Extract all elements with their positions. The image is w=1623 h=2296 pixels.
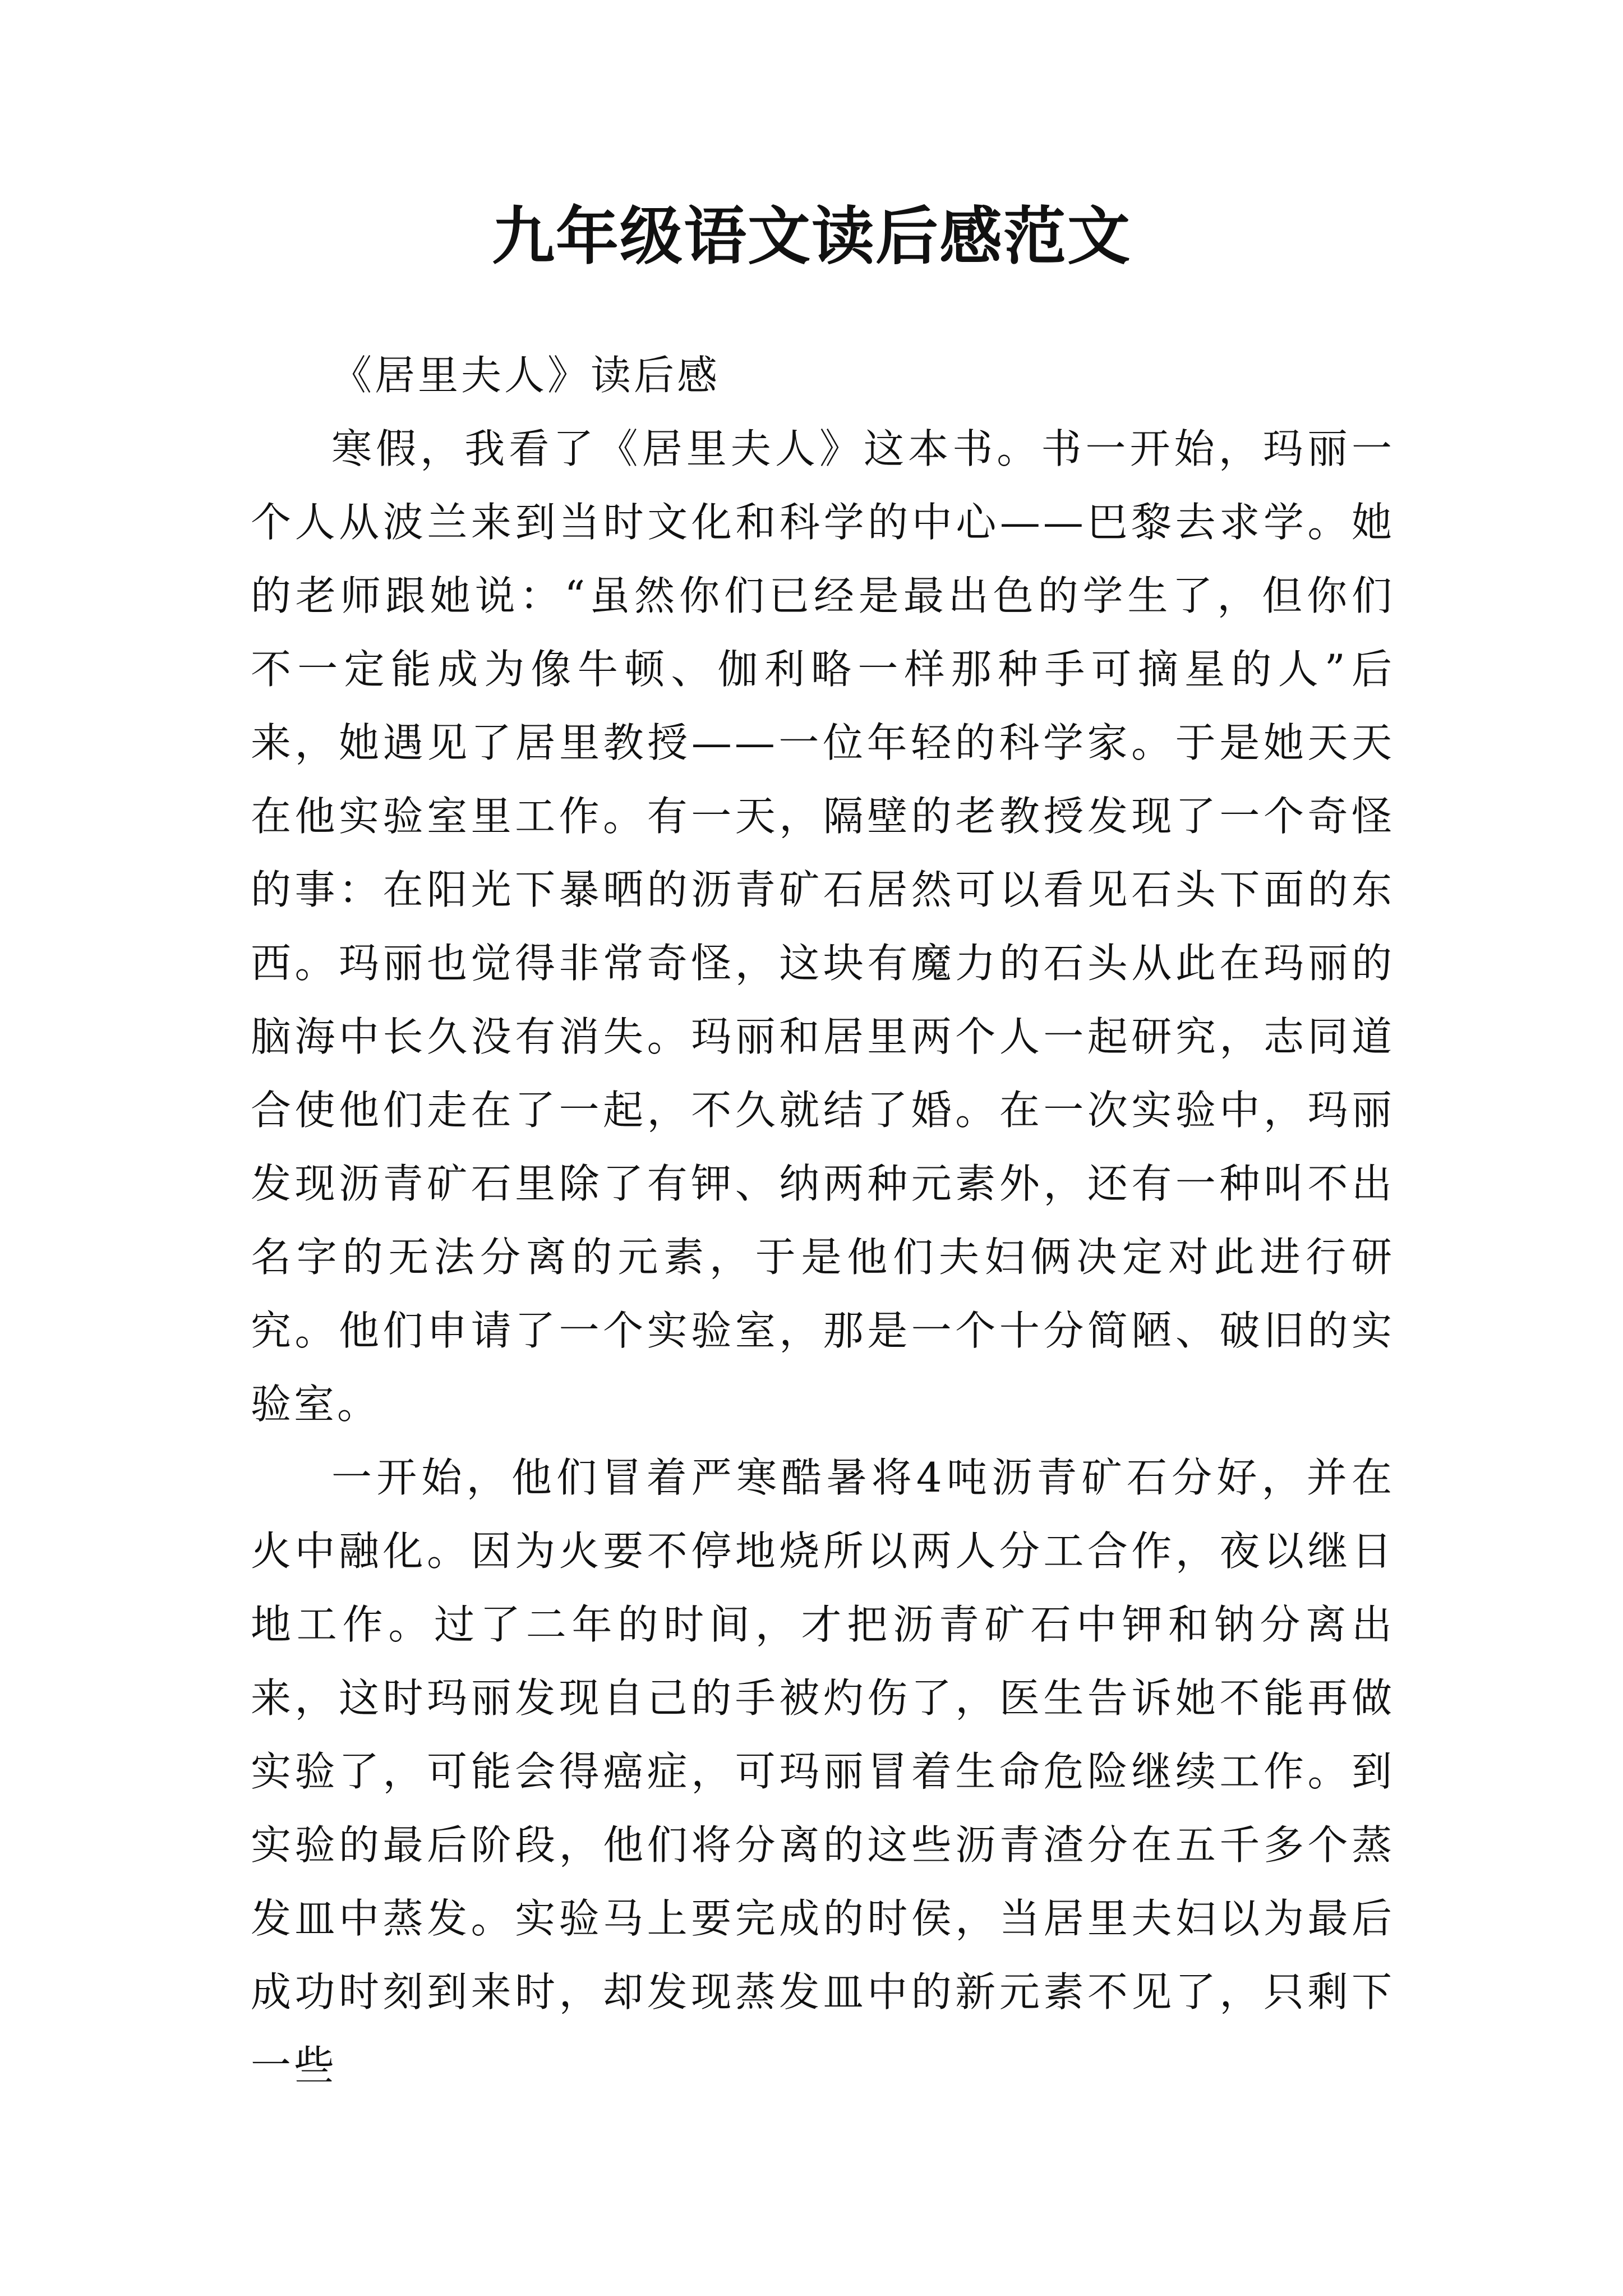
paragraph-2: 一开始，他们冒着严寒酷暑将4吨沥青矿石分好，并在火中融化。因为火要不停地烧所以两人分工合作，夜以继日地工作。过了二年的时间，才把沥青矿石中钾和钠分离出来，这时玛丽发现自己的手被灼伤了，医生告诉她不能再做实验了，可能会得癌症，可玛丽冒着生命危险继续工作。到实验的最后阶段，他们将分离的这些沥青渣分在五千多个蒸发皿中蒸发。实验马上要完成的时侯，当居里夫妇以为最后成功时刻到来时，却发现蒸发皿中的新元素不见了，只剩下一些 xyxy=(251,1454,1395,2089)
section-heading: 《居里夫人》读后感 xyxy=(331,352,721,399)
document-body xyxy=(251,339,1395,2102)
page-title: 九年级语文读后感范文 xyxy=(492,200,1131,273)
paragraph-1: 寒假，我看了《居里夫人》这本书。书一开始，玛丽一个人从波兰来到当时文化和科学的中心——巴黎去求学。她的老师跟她说：“虽然你们已经是最出色的学生了，但你们不一定能成为像牛顿、伽利略一样那种手可摘星的人”后来，她遇见了居里教授——一位年轻的科学家。于是她天天在他实验室里工作。有一天，隔壁的老教授发现了一个奇怪的事：在阳光下暴晒的沥青矿石居然可以看见石头下面的东西。玛丽也觉得非常奇怪，这块有魔力的石头从此在玛丽的脑海中长久没有消失。玛丽和居里两个人一起研究，志同道合使他们走在了一起，不久就结了婚。在一次实验中，玛丽发现沥青矿石里除了有钾、纳两种元素外，还有一种叫不出名字的无法分离的元素，于是他们夫妇俩决定对此进行研究。他们申请了一个实验室，那是一个十分简陋、破旧的实验室。 xyxy=(251,425,1395,1428)
